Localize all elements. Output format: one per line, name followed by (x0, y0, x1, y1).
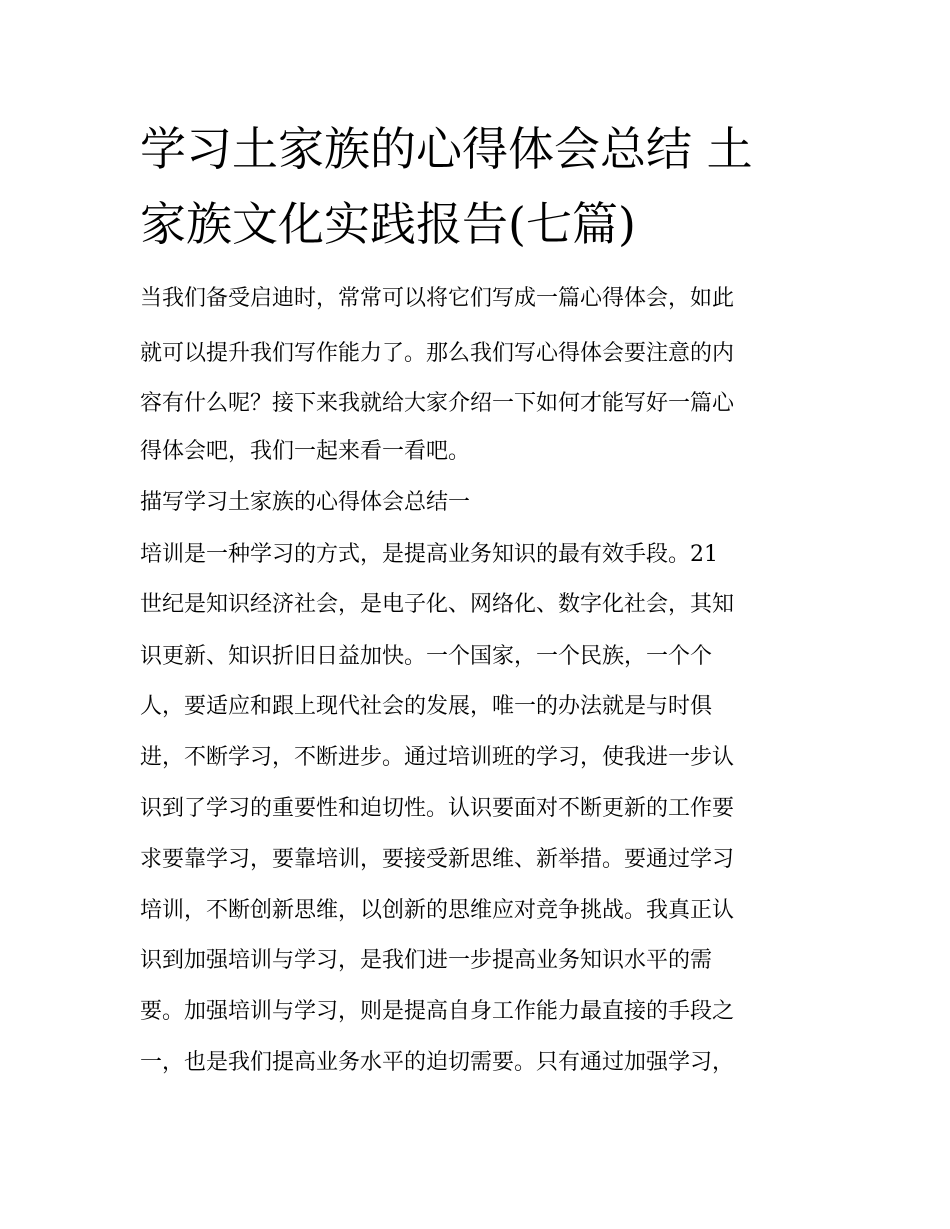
body-line: 进，不断学习，不断进步。通过培训班的学习，使我进一步认 (140, 745, 735, 770)
body-line: 一，也是我们提高业务水平的迫切需要。只有通过加强学习， (140, 1050, 735, 1075)
document-title (140, 112, 830, 262)
body-line: 识到加强培训与学习，是我们进一步提高业务知识水平的需 (140, 948, 713, 973)
body-line: 培训是一种学习的方式，是提高业务知识的最有效手段。21 (140, 542, 718, 567)
body-line: 求要靠学习，要靠培训，要接受新思维、新举措。要通过学习 (140, 847, 735, 872)
section-heading: 描写学习土家族的心得体会总结一 (140, 490, 471, 515)
title-line-2: 家族文化实践报告(七篇) (140, 197, 636, 251)
intro-line: 得体会吧，我们一起来看一看吧。 (140, 439, 471, 464)
body-line: 要。加强培训与学习，则是提高自身工作能力最直接的手段之 (140, 999, 735, 1024)
body-line: 世纪是知识经济社会，是电子化、网络化、数字化社会，其知 (140, 592, 735, 617)
body-line: 识到了学习的重要性和迫切性。认识要面对不断更新的工作要 (140, 796, 735, 821)
body-line: 培训，不断创新思维，以创新的思维应对竞争挑战。我真正认 (140, 898, 735, 923)
body-line: 识更新、知识折旧日益加快。一个国家，一个民族，一个个 (140, 644, 713, 669)
body-line: 人，要适应和跟上现代社会的发展，唯一的办法就是与时俱 (140, 694, 713, 719)
intro-line: 容有什么呢？接下来我就给大家介绍一下如何才能写好一篇心 (140, 391, 735, 416)
intro-line: 当我们备受启迪时，常常可以将它们写成一篇心得体会，如此 (140, 286, 735, 311)
intro-line: 就可以提升我们写作能力了。那么我们写心得体会要注意的内 (140, 341, 735, 366)
title-line-1: 学习土家族的心得体会总结 土 (140, 122, 753, 176)
